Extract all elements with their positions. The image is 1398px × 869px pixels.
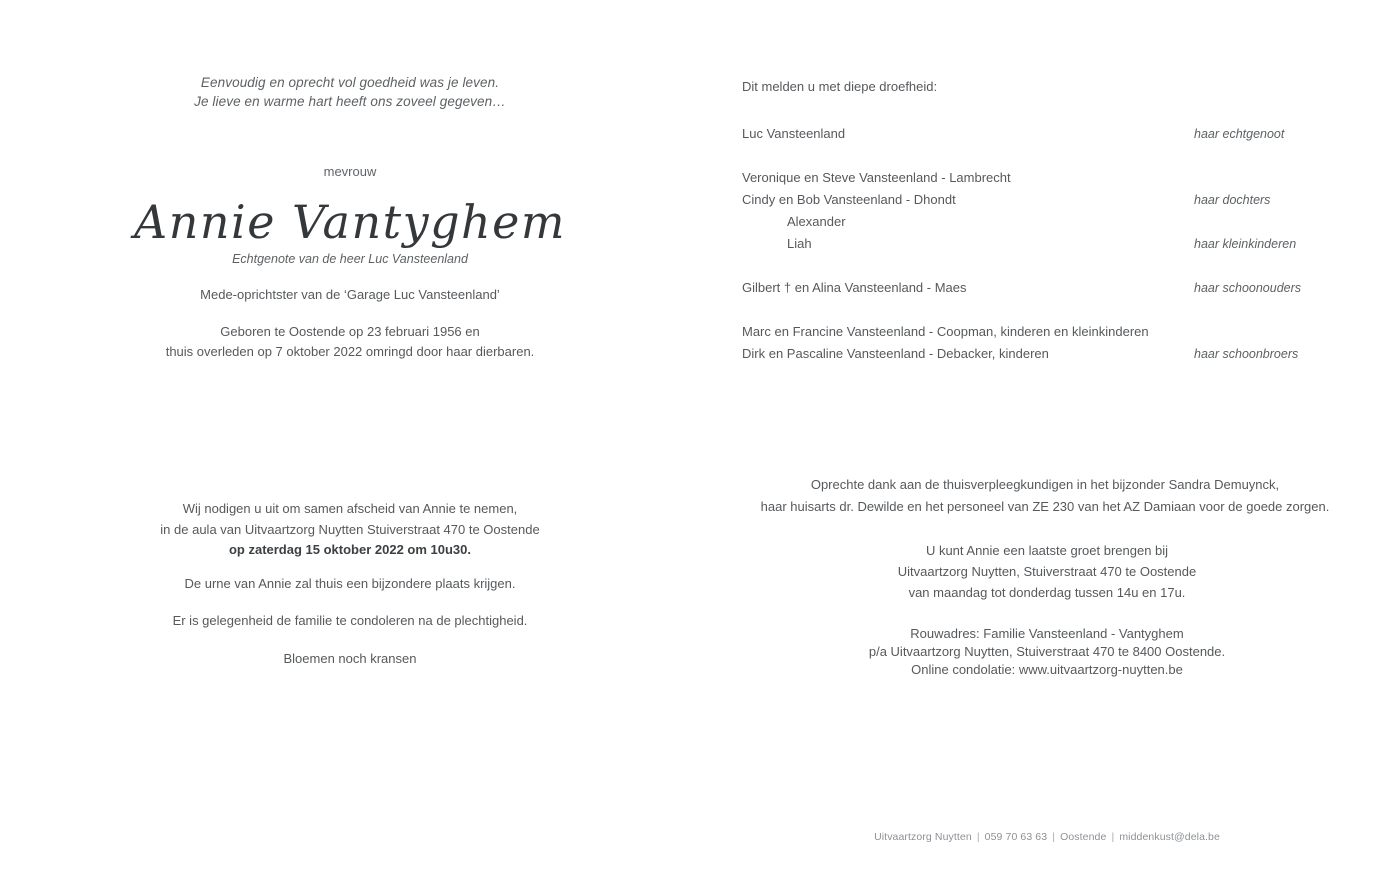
- family-member-name: Marc en Francine Vansteenland - Coopman, kinderen en kleinkinderen: [742, 324, 1149, 339]
- footer-company: Uitvaartzorg Nuytten: [874, 831, 972, 843]
- thanks-block: [740, 474, 1350, 518]
- footer-phone: 059 70 63 63: [984, 831, 1048, 843]
- invitation-line-2: in de aula van Uitvaartzorg Nuytten Stuiverstraat 470 te Oostende: [160, 521, 540, 537]
- online-condolence-line: Online condolatie: www.uitvaartzorg-nuytten.be: [911, 662, 1183, 677]
- visitation-block: [742, 540, 1352, 603]
- deceased-name: Annie Vantyghem: [134, 195, 566, 249]
- footer-email: middenkust@dela.be: [1119, 831, 1220, 843]
- urn-note: De urne van Annie zal thuis een bijzondere plaats krijgen.: [184, 576, 516, 591]
- family-row: [742, 211, 1342, 233]
- family-relation-label: haar schoonbroers: [1194, 347, 1299, 361]
- family-group: [742, 321, 1342, 365]
- family-member-name: Gilbert † en Alina Vansteenland - Maes: [742, 280, 967, 295]
- death-line: thuis overleden op 7 oktober 2022 omringd door haar dierbaren.: [165, 344, 535, 359]
- left-column: [40, 0, 660, 869]
- family-member-name: Luc Vansteenland: [742, 126, 846, 141]
- footer-separator-3: |: [1111, 831, 1115, 843]
- visitation-line-1: U kunt Annie een laatste groet brengen bij: [925, 543, 1169, 558]
- family-list: [742, 123, 1342, 365]
- condolences-note: Er is gelegenheid de familie te condoleren na de plechtigheid.: [172, 613, 528, 628]
- mourning-address-line-1: Rouwadres: Familie Vansteenland - Vantyghem: [910, 626, 1184, 641]
- founder-line: Mede-oprichtster van de ‘Garage Luc Vansteenland’: [200, 287, 500, 302]
- opening-verse: [40, 74, 660, 111]
- family-row: [742, 123, 1342, 145]
- verse-line-1: Eenvoudig en oprecht vol goedheid was je leven.: [200, 75, 500, 90]
- family-row: [742, 167, 1342, 189]
- invitation-block: [40, 499, 660, 561]
- footer: [742, 831, 1352, 843]
- thanks-line-1: Oprechte dank aan de thuisverpleegkundigen in het bijzonder Sandra Demuynck,: [810, 477, 1280, 492]
- family-row: [742, 233, 1342, 255]
- family-member-name: Cindy en Bob Vansteenland - Dhondt: [742, 192, 956, 207]
- footer-separator-2: |: [1052, 831, 1056, 843]
- family-member-name: Veronique en Steve Vansteenland - Lambrecht: [742, 170, 1011, 185]
- birth-death-block: [40, 322, 660, 362]
- family-relation-label: haar schoonouders: [1194, 281, 1302, 295]
- family-relation-label: haar kleinkinderen: [1194, 237, 1297, 251]
- flowers-note: Bloemen noch kransen: [283, 651, 417, 666]
- footer-city: Oostende: [1060, 831, 1107, 843]
- family-group: [742, 123, 1342, 145]
- visitation-line-2: Uitvaartzorg Nuytten, Stuiverstraat 470 te Oostende: [897, 564, 1197, 579]
- family-group: [742, 167, 1342, 255]
- right-column: [742, 0, 1342, 869]
- title-prefix: mevrouw: [323, 164, 377, 179]
- verse-line-2: Je lieve en warme hart heeft ons zoveel gegeven…: [194, 93, 506, 109]
- spouse-of-line: Echtgenote van de heer Luc Vansteenland: [232, 252, 468, 266]
- family-relation-label: haar echtgenoot: [1194, 127, 1285, 141]
- family-relation-label: haar dochters: [1194, 193, 1271, 207]
- thanks-line-2: haar huisarts dr. Dewilde en het personeel van ZE 230 van het AZ Damiaan voor de goede zorgen.: [760, 499, 1330, 514]
- family-member-name: Alexander: [787, 214, 846, 229]
- family-group: [742, 277, 1342, 299]
- family-member-name: Dirk en Pascaline Vansteenland - Debacker, kinderen: [742, 346, 1049, 361]
- family-row: [742, 189, 1342, 211]
- footer-separator-1: |: [976, 831, 980, 843]
- visitation-line-3: van maandag tot donderdag tussen 14u en 17u.: [908, 585, 1186, 600]
- birth-line: Geboren te Oostende op 23 februari 1956 en: [220, 324, 480, 339]
- invitation-line-1: Wij nodigen u uit om samen afscheid van Annie te nemen,: [182, 501, 518, 516]
- family-row: [742, 343, 1342, 365]
- mourning-address-line-2: p/a Uitvaartzorg Nuytten, Stuiverstraat 470 te 8400 Oostende.: [868, 644, 1226, 659]
- ceremony-datetime: op zaterdag 15 oktober 2022 om 10u30.: [228, 542, 472, 557]
- mourning-address-block: [742, 625, 1352, 679]
- family-row: [742, 321, 1342, 343]
- family-row: [742, 277, 1342, 299]
- family-member-name: Liah: [787, 236, 812, 251]
- announcement-intro: Dit melden u met diepe droefheid:: [742, 79, 938, 94]
